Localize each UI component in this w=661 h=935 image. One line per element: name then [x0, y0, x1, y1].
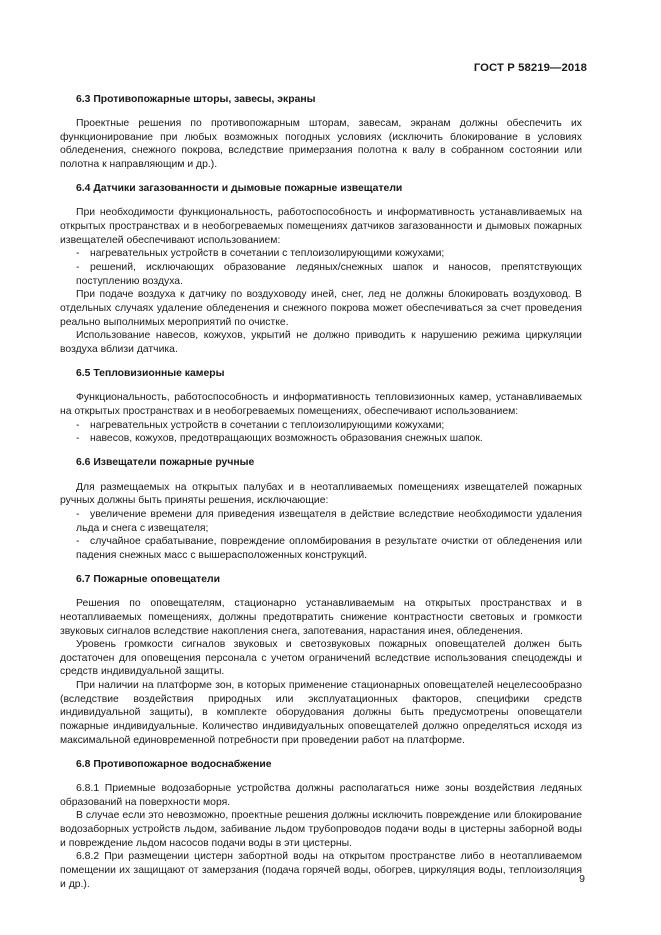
paragraph: Для размещаемых на открытых палубах и в неотапливаемых помещениях извещателей пожарных ручных должны быть приняты решения, исключающие:	[60, 481, 582, 507]
section-heading: 6.8 Противопожарное водоснабжение	[76, 758, 272, 770]
list-dash: -	[76, 433, 80, 445]
paragraph: В случае если это невозможно, проектные решения должны исключить повреждение или блокирование водозаборных устройств льдом, забивание льдом трубопроводов подачи воды в цистерны заборной воды и повреждение льдом насосов подачи воды в эти цистерны.	[60, 810, 582, 849]
document-body	[60, 93, 582, 891]
list-item-text: нагревательных устройств в сочетании с теплоизолирующими кожухами;	[90, 248, 445, 260]
list-item-text: решений, исключающих образование ледяных/снежных шапок и наносов, препятствующих поступлению воздуха.	[76, 262, 582, 287]
paragraph: 6.8.1 Приемные водозаборные устройства должны располагаться ниже зоны воздействия ледяных образований на поверхности моря.	[60, 783, 582, 808]
list-item	[60, 261, 582, 288]
list-dash: -	[76, 508, 80, 520]
list-item	[60, 535, 582, 562]
list-item-text: навесов, кожухов, предотвращающих возможность образования снежных шапок.	[90, 433, 483, 445]
section-heading: 6.3 Противопожарные шторы, завесы, экраны	[76, 94, 316, 105]
document-header: ГОСТ Р 58219—2018	[473, 62, 587, 74]
paragraph: Функциональность, работоспособность и информативность тепловизионных камер, устанавливаемых на открытых пространствах и в необогреваемых помещениях, обеспечивают использованием:	[60, 392, 582, 417]
section-heading: 6.4 Датчики загазованности и дымовые пожарные извещатели	[76, 183, 403, 195]
paragraph: При подаче воздуха к датчику по воздуховоду иней, снег, лед не должны блокировать воздуховод. В отдельных случаях удаление обледенения и снежного покрова может обеспечиваться за счет проведения реально выполнимых мероприятий по очистке.	[60, 289, 582, 328]
list-item	[60, 508, 582, 535]
paragraph: 6.8.2 При размещении цистерн забортной воды на открытом пространстве либо в неотапливаемом помещении их защищают от замерзания (подача горячей воды, обогрев, циркуляция воды, теплоизоляция и др.).	[60, 851, 582, 890]
list-dash: -	[76, 248, 80, 260]
page-number: 9	[579, 873, 585, 885]
section-heading: 6.7 Пожарные оповещатели	[76, 574, 220, 586]
list-item	[60, 432, 582, 446]
section-heading: 6.5 Тепловизионные камеры	[76, 368, 225, 380]
list-item-text: увеличение времени для приведения извещателя в действие вследствие необходимости удаления льда и снега с извещателя;	[76, 508, 582, 534]
paragraph: Решения по оповещателям, стационарно устанавливаемым на открытых пространствах и в неотапливаемых помещениях, должны предотвратить снижение контрастности световых и громкости звуковых сигналов вследствие накопления снега, запотевания, нарастания инея, обледенения.	[60, 598, 582, 637]
list-dash: -	[76, 536, 80, 548]
paragraph: При наличии на платформе зон, в которых применение стационарных оповещателей нецелесообразно (вследствие воздействия природных или эксплуатационных факторов, специфики средств индивидуальной защиты), в комплекте оборудования должны быть предусмотрены оповещатели пожарные индивидуальные. Количество индивидуальных оповещателей должно определяться исходя из максимальной единовременной потребности при проведении работ на платформе.	[60, 680, 582, 746]
paragraph: Уровень громкости сигналов звуковых и светозвуковых пожарных оповещателей должен быть достаточен для оповещения персонала с учетом ограничений вследствие использования спецодежды и средств индивидуальной защиты.	[60, 639, 582, 678]
paragraph: Проектные решения по противопожарным шторам, завесам, экранам должны обеспечить их функционирование при любых возможных погодных условиях (исключить блокирование в условиях обледенения, снежного покрова, вследствие примерзания полотна к валу в собранном состоянии или полотна к направляющим и др.).	[60, 118, 582, 171]
paragraph: Использование навесов, кожухов, укрытий не должно приводить к нарушению режима циркуляции воздуха вблизи датчика.	[60, 330, 582, 355]
list-item-text: нагревательных устройств в сочетании с теплоизолирующими кожухами;	[90, 419, 445, 431]
list-item	[60, 247, 582, 261]
list-item-text: случайное срабатывание, повреждение опломбирования в результате очистки от обледенения или падения снежных масс с вышерасположенных конструкций.	[76, 536, 582, 561]
list-item	[60, 419, 582, 433]
list-dash: -	[76, 419, 80, 431]
list-dash: -	[76, 262, 80, 274]
paragraph: При необходимости функциональность, работоспособность и информативность устанавливаемых на открытых пространствах и в необогреваемых помещениях датчиков загазованности и дымовых пожарных извещателей обеспечивают использованием:	[60, 207, 582, 246]
section-heading: 6.6 Извещатели пожарные ручные	[76, 457, 255, 469]
